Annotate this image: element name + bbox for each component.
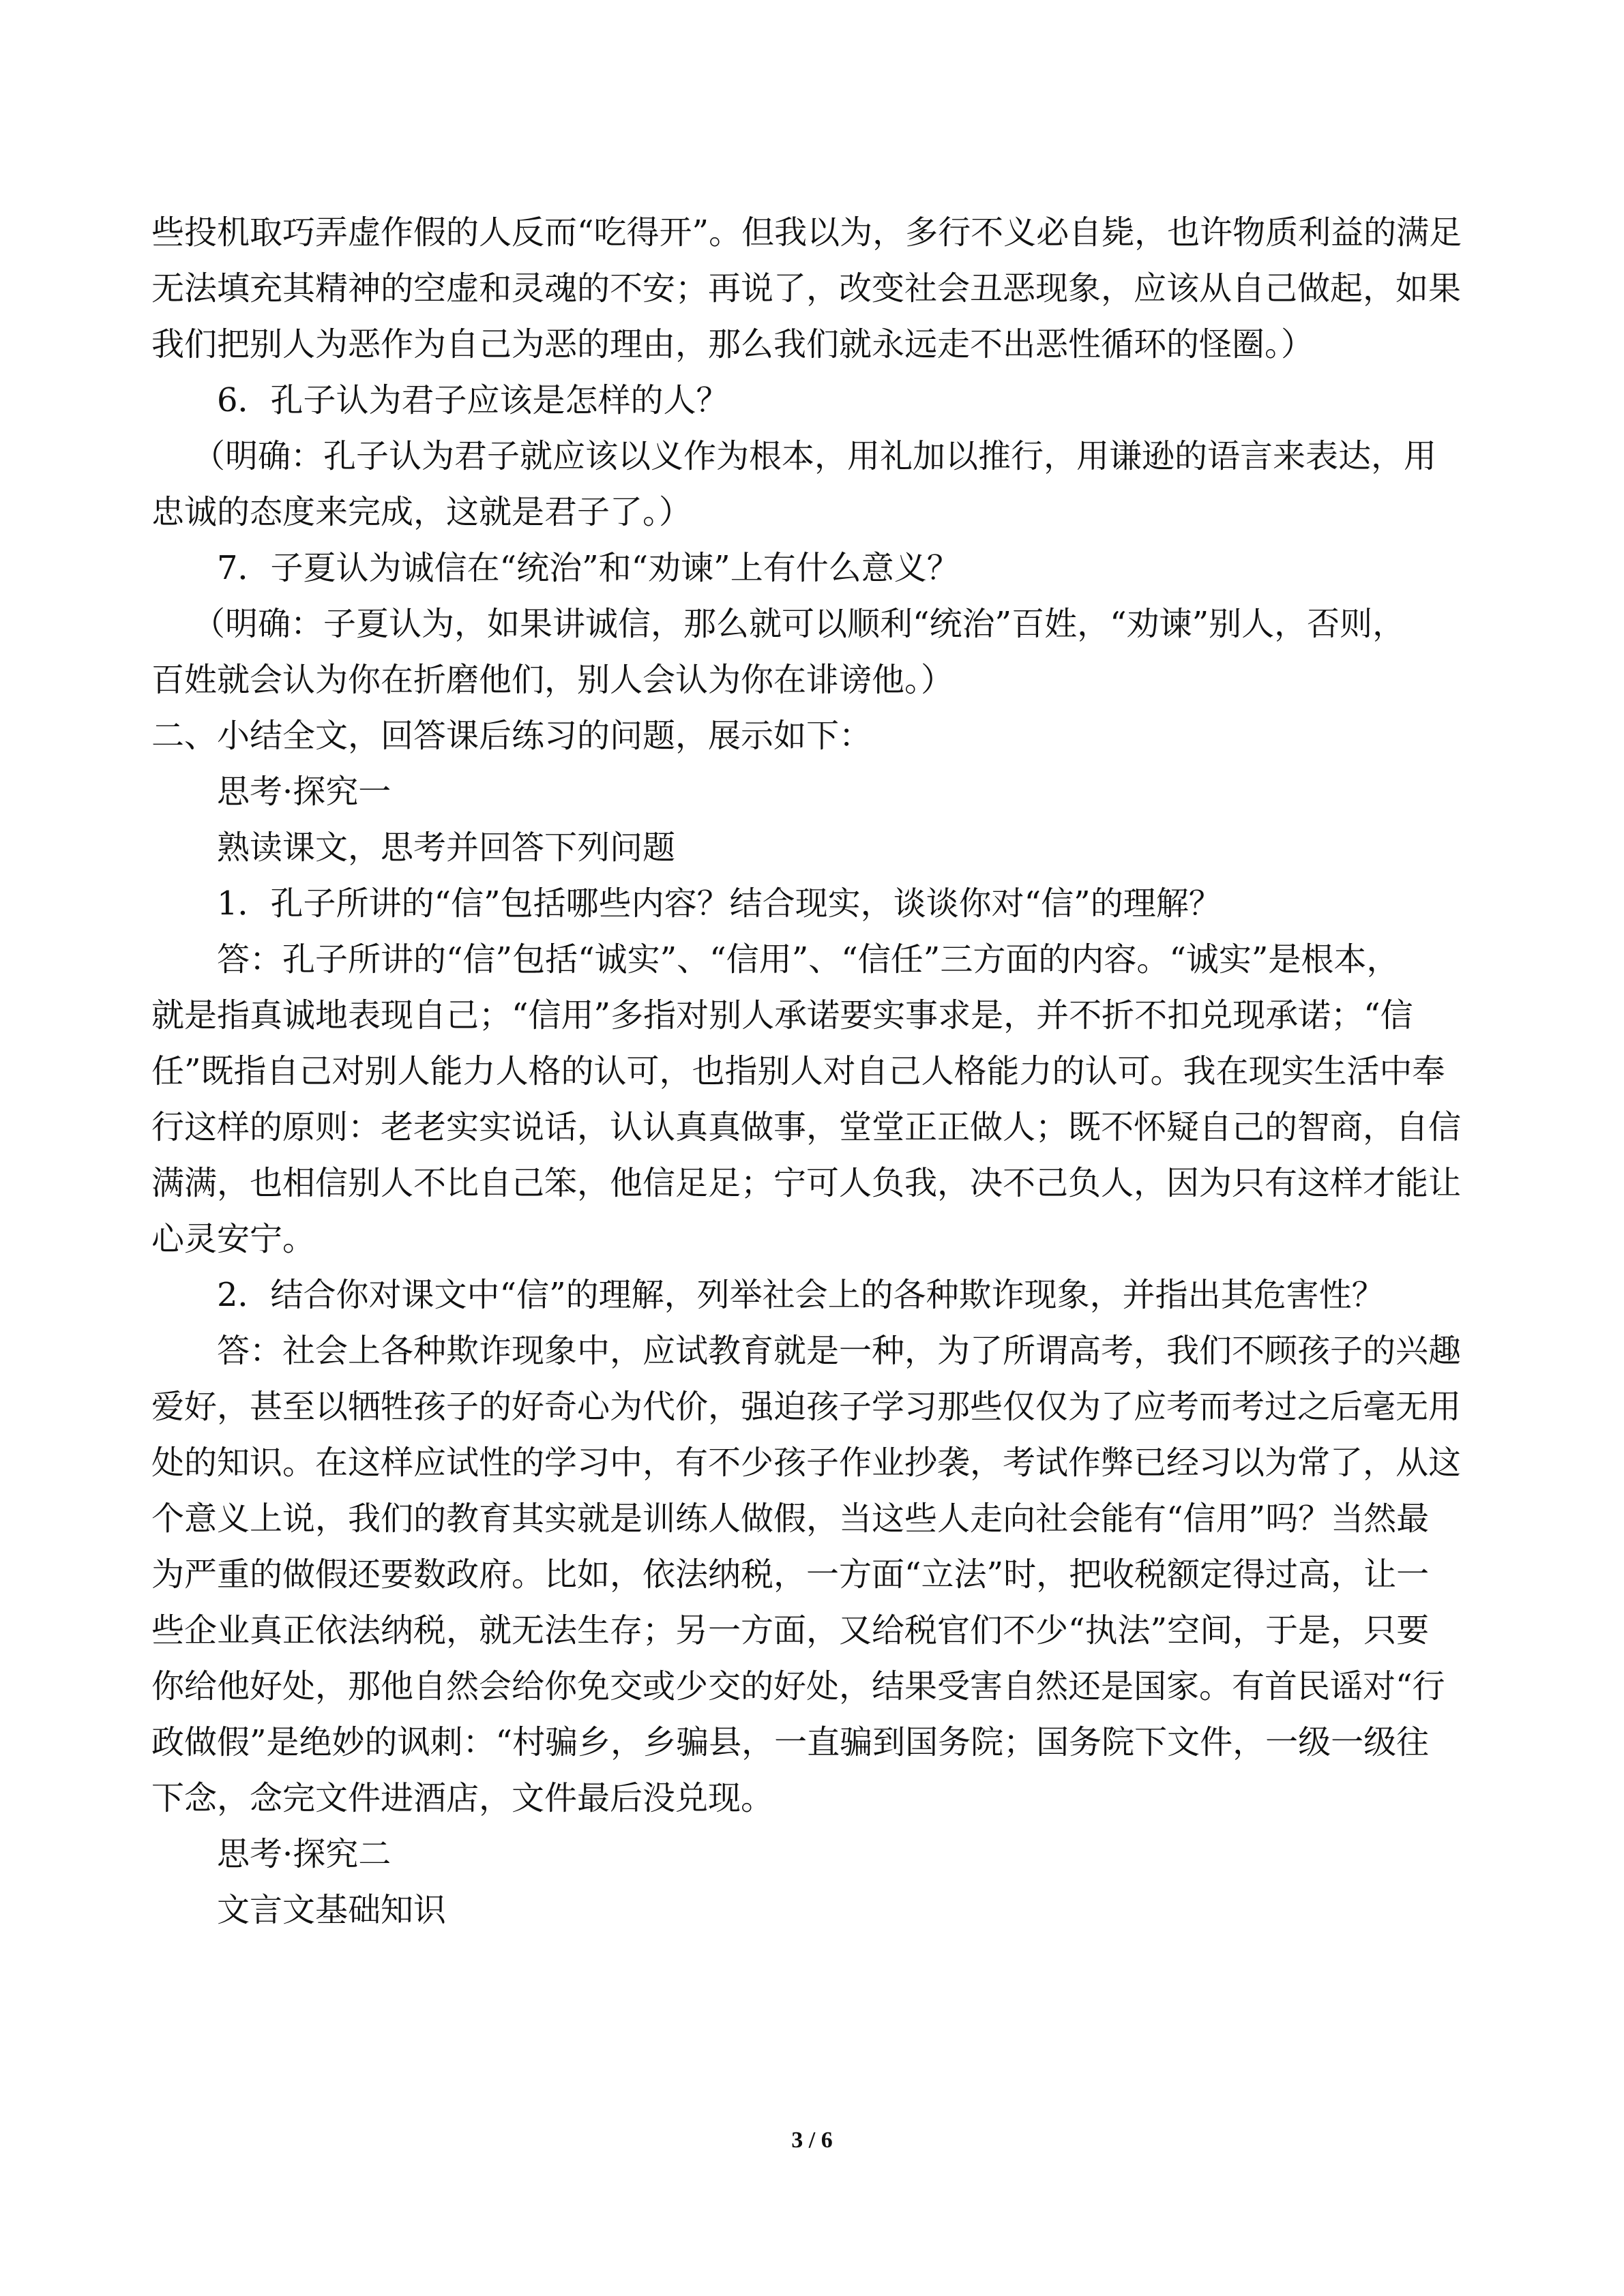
text-line: 些投机取巧弄虚作假的人反而“吃得开”。但我以为，多行不义必自毙，也许物质利益的满足 xyxy=(151,213,1462,252)
subsection-heading: 思考·探究二 xyxy=(217,1835,392,1873)
text-line: 行这样的原则：老老实实说话，认认真真做事，堂堂正正做人；既不怀疑自己的智商，自信 xyxy=(151,1108,1462,1146)
text-line: 个意义上说，我们的教育其实就是训练人做假，当这些人走向社会能有“信用”吗？当然最 xyxy=(151,1500,1430,1538)
exercise-answer-1: 答：孔子所讲的“信”包括“诚实”、“信用”、“信任”三方面的内容。“诚实”是根本， xyxy=(217,940,1400,979)
text-line: 你给他好处，那他自然会给你免交或少交的好处，结果受害自然还是国家。有首民谣对“行 xyxy=(151,1667,1445,1705)
exercise-question-2: 2．结合你对课文中“信”的理解，列举社会上的各种欺诈现象，并指出其危害性？ xyxy=(217,1276,1385,1314)
text-line: 为严重的做假还要数政府。比如，依法纳税，一方面“立法”时，把收税额定得过高，让一 xyxy=(151,1555,1430,1594)
text-line: 心灵安宁。 xyxy=(151,1220,316,1258)
subsection-heading: 思考·探究一 xyxy=(217,773,392,811)
text-line: 爱好，甚至以牺牲孩子的好奇心为代价，强迫孩子学习那些仅仅为了应考而考过之后毫无用 xyxy=(151,1388,1462,1426)
section-heading: 二、小结全文，回答课后练习的问题，展示如下： xyxy=(151,717,872,755)
text-line: 忠诚的态度来完成，这就是君子了。） xyxy=(151,493,692,531)
exercise-question-1: 1．孔子所讲的“信”包括哪些内容？结合现实，谈谈你对“信”的理解？ xyxy=(217,884,1222,923)
text-line: 无法填充其精神的空虚和灵魂的不安；再说了，改变社会丑恶现象，应该从自己做起，如果 xyxy=(151,269,1462,308)
text-line: 处的知识。在这样应试性的学习中，有不少孩子作业抄袭，考试作弊已经习以为常了，从这 xyxy=(151,1444,1462,1482)
question-6: 6．孔子认为君子应该是怎样的人？ xyxy=(217,381,729,419)
text-line: 满满，也相信别人不比自己笨，他信足足；宁可人负我，决不己负人，因为只有这样才能让 xyxy=(151,1164,1462,1202)
text-line: 任”既指自己对别人能力人格的认可，也指别人对自己人格能力的认可。我在现实生活中奉 xyxy=(151,1052,1445,1090)
answer-7: （明确：子夏认为，如果讲诚信，那么就可以顺利“统治”百姓，“劝谏”别人，否则， xyxy=(192,605,1406,643)
document-body xyxy=(151,205,1481,1938)
instruction-line: 熟读课文，思考并回答下列问题 xyxy=(217,829,676,867)
text-line: 下念，念完文件进酒店，文件最后没兑现。 xyxy=(151,1779,774,1817)
text-line: 些企业真正依法纳税，就无法生存；另一方面，又给税官们不少“执法”空间，于是，只要 xyxy=(151,1611,1430,1650)
subsection-title: 文言文基础知识 xyxy=(217,1891,447,1929)
answer-6: （明确：孔子认为君子就应该以义作为根本，用礼加以推行，用谦逊的语言来表达，用 xyxy=(192,437,1437,475)
text-line: 政做假”是绝妙的讽刺：“村骗乡，乡骗县，一直骗到国务院；国务院下文件，一级一级往 xyxy=(151,1723,1430,1761)
exercise-answer-2: 答：社会上各种欺诈现象中，应试教育就是一种，为了所谓高考，我们不顾孩子的兴趣 xyxy=(217,1332,1462,1370)
text-line: 就是指真诚地表现自己；“信用”多指对别人承诺要实事求是，并不折不扣兑现承诺；“信 xyxy=(151,996,1413,1034)
text-line: 我们把别人为恶作为自己为恶的理由，那么我们就永远走不出恶性循环的怪圈。） xyxy=(151,325,1314,363)
question-7: 7．子夏认为诚信在“统治”和“劝谏”上有什么意义？ xyxy=(217,549,960,587)
page-number: 3 / 6 xyxy=(791,2128,833,2153)
text-line: 百姓就会认为你在折磨他们，别人会认为你在诽谤他。） xyxy=(151,661,954,699)
